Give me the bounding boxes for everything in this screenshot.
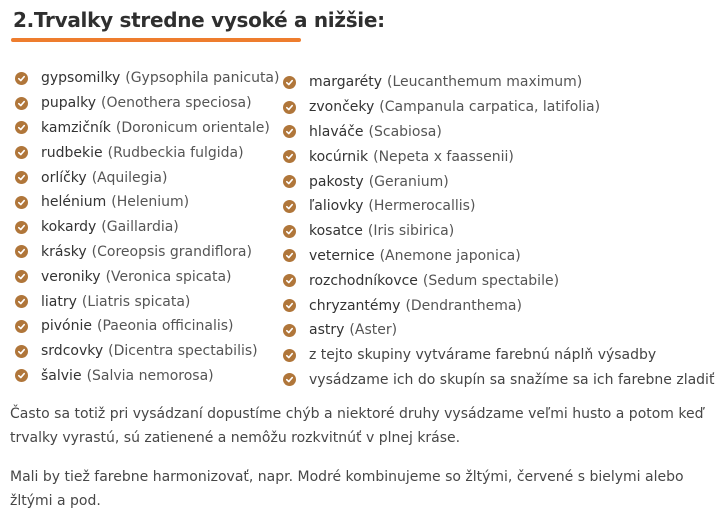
plant-list-item	[15, 165, 279, 190]
plant-latin-name: (Liatris spicata)	[81, 293, 191, 310]
plant-latin-name: (Sedum spectabile)	[422, 272, 560, 289]
check-circle-icon	[15, 245, 28, 258]
check-circle-icon	[283, 274, 296, 287]
plant-common-name: astry	[309, 322, 345, 339]
check-circle-icon	[283, 175, 296, 188]
plant-common-name: kosatce	[309, 223, 363, 240]
check-circle-icon	[15, 369, 28, 382]
plant-list-item	[15, 240, 279, 265]
plant-common-name: pakosty	[309, 173, 364, 190]
plant-list-item	[15, 91, 279, 116]
plant-common-name: rozchodníkovce	[309, 272, 418, 289]
check-circle-icon	[283, 150, 296, 163]
plant-latin-name: (Nepeta x faassenii)	[373, 148, 514, 165]
plant-common-name: pivónie	[41, 318, 93, 335]
check-circle-icon	[15, 121, 28, 134]
plant-list-item	[15, 364, 279, 389]
check-circle-icon	[283, 200, 296, 213]
check-circle-icon	[15, 72, 28, 85]
plant-list-item	[283, 194, 714, 219]
plant-common-name: ľaliovky	[309, 198, 364, 215]
plant-common-name: helénium	[41, 194, 107, 211]
plant-common-name: srdcovky	[41, 343, 104, 360]
check-circle-icon	[283, 373, 296, 386]
plant-common-name: kocúrnik	[309, 148, 369, 165]
check-circle-icon	[15, 345, 28, 358]
plant-list-item	[283, 244, 714, 269]
plant-list-item	[283, 219, 714, 244]
check-circle-icon	[15, 320, 28, 333]
plant-common-name: zvončeky	[309, 99, 375, 116]
plant-common-name: kokardy	[41, 219, 97, 236]
plant-latin-name: (Scabiosa)	[368, 123, 442, 140]
plant-common-name: gypsomilky	[41, 70, 121, 87]
check-circle-icon	[283, 349, 296, 362]
plant-list-item	[15, 289, 279, 314]
plant-list-item	[15, 339, 279, 364]
plant-list-item	[15, 116, 279, 141]
plant-common-name: rudbekie	[41, 144, 103, 161]
paragraph-spacing-note: Často sa totiž pri vysádzaní dopustíme chýb a niektoré druhy vysádzame veľmi husto a potom keď trvalky vyrastú, sú zatienené a nemôžu rozkvitnúť v plnej kráse.	[10, 406, 704, 446]
plant-latin-name: (Gaillardia)	[101, 219, 179, 236]
planting-note-text: vysádzame ich do skupín sa snažíme sa ich farebne zladiť	[309, 371, 715, 388]
plant-latin-name: (Rudbeckia fulgida)	[107, 144, 244, 161]
check-circle-icon	[15, 196, 28, 209]
section-heading: 2.Trvalky stredne vysoké a nižšie:	[13, 8, 385, 32]
plant-common-name: chryzantémy	[309, 297, 401, 314]
plant-common-name: pupalky	[41, 95, 97, 112]
plant-common-name: hlaváče	[309, 123, 364, 140]
plant-list-item	[15, 190, 279, 215]
check-circle-icon	[283, 324, 296, 337]
plant-latin-name: (Iris sibirica)	[367, 223, 455, 240]
plant-list-item	[15, 264, 279, 289]
check-circle-icon	[283, 225, 296, 238]
check-circle-icon	[15, 270, 28, 283]
check-circle-icon	[15, 171, 28, 184]
plant-list-item	[283, 144, 714, 169]
plant-latin-name: (Gypsophila panicuta)	[125, 70, 280, 87]
plant-list-item	[15, 215, 279, 240]
plant-common-name: orlíčky	[41, 169, 87, 186]
plant-list-item	[283, 70, 714, 95]
plant-latin-name: (Aster)	[349, 322, 398, 339]
plant-common-name: margaréty	[309, 74, 383, 91]
paragraph-color-harmony: Mali by tiež farebne harmonizovať, napr. Modré kombinujeme so žltými, červené s bielymi alebo žltými a pod.	[10, 469, 684, 509]
plant-latin-name: (Helenium)	[111, 194, 190, 211]
plant-list-item	[15, 314, 279, 339]
planting-note-item	[283, 368, 714, 393]
plant-latin-name: (Hermerocallis)	[368, 198, 476, 215]
plant-latin-name: (Oenothera speciosa)	[101, 95, 252, 112]
check-circle-icon	[283, 249, 296, 262]
plant-latin-name: (Aquilegia)	[91, 169, 168, 186]
plant-latin-name: (Salvia nemorosa)	[86, 367, 214, 384]
plant-common-name: veroniky	[41, 268, 101, 285]
plant-list-right	[283, 70, 714, 392]
plant-latin-name: (Paeonia officinalis)	[97, 318, 234, 335]
plant-latin-name: (Dendranthema)	[405, 297, 522, 314]
plant-common-name: kamzičník	[41, 119, 111, 136]
check-circle-icon	[15, 146, 28, 159]
plant-latin-name: (Geranium)	[368, 173, 449, 190]
check-circle-icon	[15, 295, 28, 308]
plant-list-item	[283, 293, 714, 318]
check-circle-icon	[283, 299, 296, 312]
check-circle-icon	[283, 101, 296, 114]
check-circle-icon	[15, 97, 28, 110]
plant-list-item	[15, 140, 279, 165]
plant-latin-name: (Doronicum orientale)	[115, 119, 270, 136]
planting-note-item	[283, 343, 714, 368]
plant-latin-name: (Dicentra spectabilis)	[108, 343, 258, 360]
plant-list-left	[15, 66, 279, 388]
plant-latin-name: (Campanula carpatica, latifolia)	[379, 99, 601, 116]
plant-latin-name: (Veronica spicata)	[105, 268, 232, 285]
heading-underline	[11, 38, 301, 42]
plant-list-item	[283, 95, 714, 120]
plant-latin-name: (Anemone japonica)	[379, 247, 521, 264]
plant-common-name: liatry	[41, 293, 77, 310]
plant-list-item	[283, 120, 714, 145]
plant-common-name: šalvie	[41, 367, 82, 384]
plant-list-item	[283, 318, 714, 343]
plant-common-name: krásky	[41, 243, 87, 260]
check-circle-icon	[15, 221, 28, 234]
plant-common-name: veternice	[309, 247, 375, 264]
plant-latin-name: (Coreopsis grandiflora)	[91, 243, 252, 260]
plant-list-item	[283, 169, 714, 194]
plant-latin-name: (Leucanthemum maximum)	[387, 74, 583, 91]
check-circle-icon	[283, 125, 296, 138]
plant-list-item	[283, 268, 714, 293]
check-circle-icon	[283, 76, 296, 89]
planting-note-text: z tejto skupiny vytvárame farebnú náplň výsadby	[309, 347, 657, 364]
plant-list-item	[15, 66, 279, 91]
